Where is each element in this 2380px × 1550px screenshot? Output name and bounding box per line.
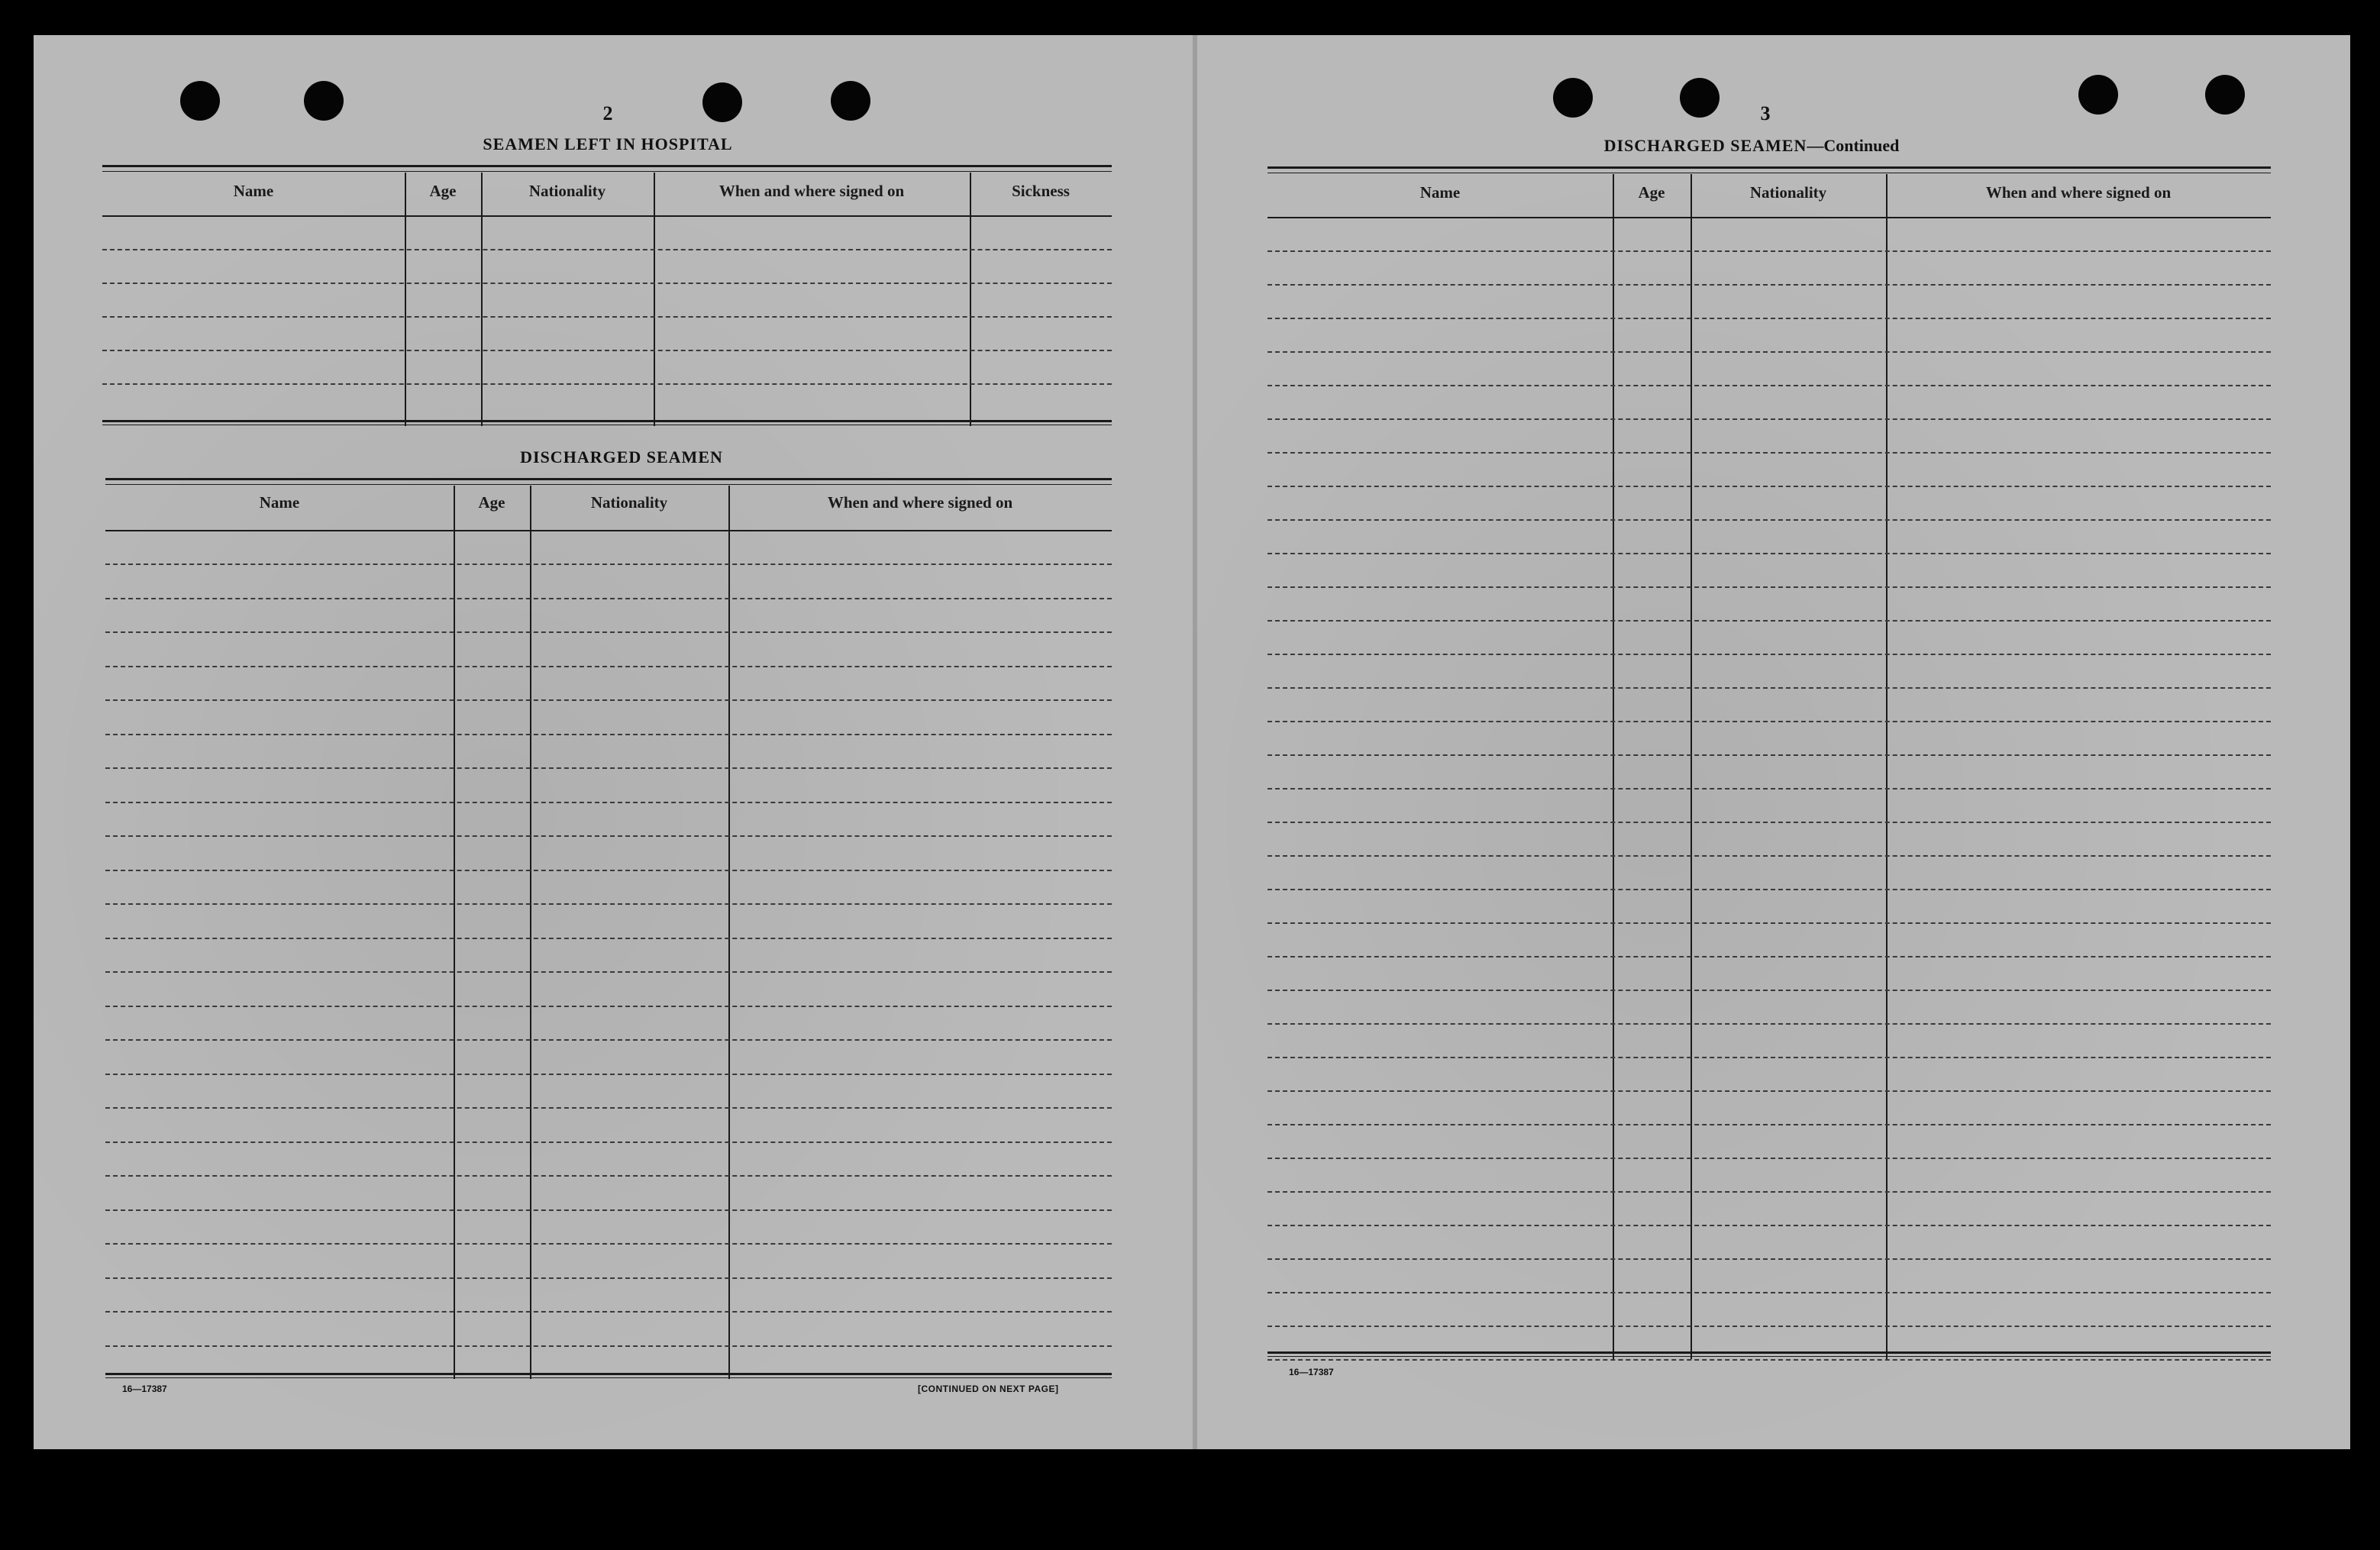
- table-row-rule: [105, 1277, 1112, 1279]
- table-row-rule: [102, 249, 1112, 250]
- table-row-rule: [1268, 855, 2271, 857]
- table-row-rule: [1268, 620, 2271, 622]
- punch-hole: [702, 82, 742, 122]
- punch-hole: [180, 81, 220, 121]
- col-header-signed-on: When and where signed on: [1985, 183, 2172, 202]
- table-row-rule: [1268, 284, 2271, 286]
- discharged-section-title: DISCHARGED SEAMEN: [520, 447, 723, 467]
- form-number-left: 16—17387: [122, 1384, 167, 1394]
- table-row-rule: [105, 971, 1112, 973]
- table-row-rule: [1268, 1124, 2271, 1125]
- table-row-rule: [1268, 754, 2271, 756]
- table-row-rule: [105, 598, 1112, 599]
- table-row-rule: [1268, 1225, 2271, 1226]
- page-number-left: 2: [602, 102, 613, 124]
- table-row-rule: [1268, 1326, 2271, 1327]
- table-row-rule: [1268, 889, 2271, 890]
- punch-hole: [2205, 75, 2245, 115]
- table-row-rule: [1268, 418, 2271, 420]
- table-row-rule: [105, 835, 1112, 837]
- discharged-continued-title-main: DISCHARGED SEAMEN: [1603, 136, 1807, 155]
- col-header-age: Age: [429, 182, 457, 200]
- col-header-age: Age: [1638, 183, 1665, 202]
- table-row-rule: [105, 767, 1112, 769]
- table-row-rule: [102, 316, 1112, 318]
- discharged-continued-title-suffix: —Continued: [1807, 136, 1900, 155]
- table-row-rule: [102, 383, 1112, 385]
- table-row-rule: [105, 699, 1112, 701]
- table-row-rule: [102, 350, 1112, 351]
- table-row-rule: [1268, 788, 2271, 790]
- continued-note: [CONTINUED ON NEXT PAGE]: [918, 1384, 1059, 1394]
- col-header-signed-on: When and where signed on: [719, 182, 905, 200]
- table-row-rule: [105, 1142, 1112, 1143]
- table-row-rule: [1268, 519, 2271, 521]
- table-row-rule: [1268, 990, 2271, 991]
- page-number-right: 3: [1760, 102, 1771, 124]
- table-row-rule: [1268, 922, 2271, 924]
- table-row-rule: [105, 903, 1112, 905]
- table-row-rule: [1268, 1292, 2271, 1293]
- table-row-rule: [105, 563, 1112, 565]
- table-row-rule: [102, 283, 1112, 284]
- punch-hole: [1553, 78, 1593, 118]
- table-row-rule: [1268, 654, 2271, 655]
- table-row-rule: [1268, 1258, 2271, 1260]
- table-row-rule: [1268, 250, 2271, 252]
- table-row-rule: [105, 870, 1112, 871]
- table-row-rule: [1268, 586, 2271, 588]
- table-row-rule: [1268, 385, 2271, 386]
- col-header-signed-on: When and where signed on: [827, 493, 1013, 512]
- col-header-name: Name: [233, 182, 274, 200]
- table-row-rule: [105, 1345, 1112, 1347]
- table-row-rule: [105, 802, 1112, 803]
- table-row-rule: [1268, 351, 2271, 353]
- table-row-rule: [1268, 1191, 2271, 1193]
- table-row-rule: [1268, 452, 2271, 454]
- table-row-rule: [1268, 721, 2271, 722]
- col-header-nationality: Nationality: [1749, 183, 1827, 202]
- col-header-nationality: Nationality: [528, 182, 606, 200]
- table-row-rule: [105, 1039, 1112, 1041]
- table-row-rule: [105, 1175, 1112, 1177]
- discharged-continued-title: [1604, 136, 1900, 156]
- table-row-rule: [105, 1209, 1112, 1211]
- page-fold: [1193, 35, 1197, 1449]
- table-row-rule: [1268, 553, 2271, 554]
- table-row-rule: [105, 1107, 1112, 1109]
- hospital-table: [102, 165, 1112, 426]
- hospital-section-title: SEAMEN LEFT IN HOSPITAL: [483, 134, 733, 153]
- table-row-rule: [1268, 1023, 2271, 1025]
- table-row-rule: [1268, 687, 2271, 689]
- table-row-rule: [105, 938, 1112, 939]
- discharged-table-left: [105, 478, 1112, 1379]
- table-row-rule: [105, 631, 1112, 633]
- table-row-rule: [1268, 956, 2271, 957]
- punch-hole: [1680, 78, 1720, 118]
- table-row-rule: [105, 1074, 1112, 1075]
- table-row-rule: [1268, 1090, 2271, 1092]
- discharged-table-right: [1268, 166, 2271, 1359]
- table-row-rule: [1268, 1359, 2271, 1361]
- table-row-rule: [105, 734, 1112, 735]
- table-row-rule: [1268, 318, 2271, 319]
- col-header-age: Age: [478, 493, 505, 512]
- table-row-rule: [105, 1311, 1112, 1313]
- col-header-nationality: Nationality: [590, 493, 668, 512]
- table-row-rule: [105, 666, 1112, 667]
- table-row-rule: [105, 1006, 1112, 1007]
- punch-hole: [831, 81, 870, 121]
- table-row-rule: [1268, 486, 2271, 487]
- col-header-name: Name: [259, 493, 300, 512]
- col-header-name: Name: [1419, 183, 1461, 202]
- table-row-rule: [105, 1243, 1112, 1245]
- table-row-rule: [1268, 1057, 2271, 1058]
- table-row-rule: [1268, 1158, 2271, 1159]
- form-number-right: 16—17387: [1289, 1367, 1334, 1377]
- table-row-rule: [1268, 822, 2271, 823]
- punch-hole: [304, 81, 344, 121]
- col-header-sickness: Sickness: [1012, 182, 1070, 200]
- punch-hole: [2078, 75, 2118, 115]
